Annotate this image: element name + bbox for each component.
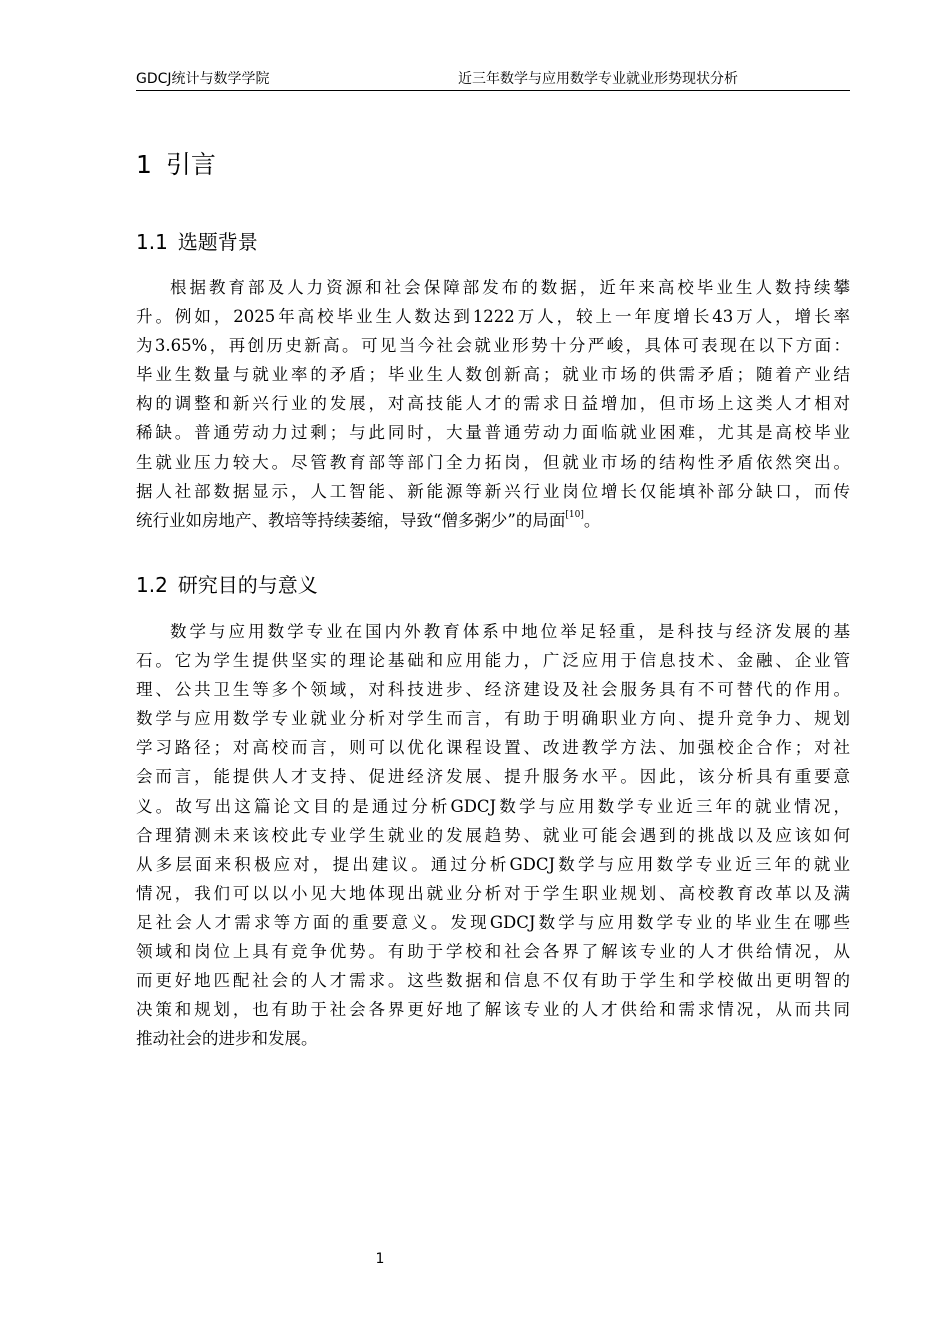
paragraph-line: 数学与应用数学专业在国内外教育体系中地位举足轻重，是科技与经济发展的基: [170, 622, 850, 641]
section-number: 1.1: [136, 230, 168, 254]
paragraph-line: 生就业压力较大。尽管教育部等部门全力拓岗，但就业市场的结构性矛盾依然突出。: [136, 452, 850, 472]
paragraph-line: 而更好地匹配社会的人才需求。这些数据和信息不仅有助于学生和学校做出更明智的: [136, 971, 850, 991]
paragraph-line: 理、公共卫生等多个领域，对科技进步、经济建设及社会服务具有不可替代的作用。: [136, 680, 850, 700]
section-title: 选题背景: [177, 230, 258, 254]
paragraph-line: 合理猜测未来该校此专业学生就业的发展趋势、就业可能会遇到的挑战以及应该如何: [136, 825, 850, 845]
citation-reference[interactable]: [10]: [565, 509, 584, 520]
paragraph-line: 领域和岗位上具有竞争优势。有助于学校和社会各界了解该专业的人才供给情况，从: [136, 942, 850, 962]
paragraph-line: 根据教育部及人力资源和社会保障部发布的数据，近年来高校毕业生人数持续攀: [170, 278, 850, 297]
paragraph-line: 情况，我们可以以小见大地体现出就业分析对于学生职业规划、高校教育改革以及满: [136, 883, 850, 903]
paragraph-line-text: 统行业如房地产、教培等持续萎缩，导致“僧多粥少”的局面: [136, 510, 566, 530]
section-number: 1.2: [136, 573, 168, 597]
paragraph-line: 决策和规划，也有助于社会各界更好地了解该专业的人才供给和需求情况，从而共同: [136, 1000, 850, 1020]
section-title: 研究目的与意义: [177, 573, 318, 597]
paragraph-line-last: 推动社会的进步和发展。: [136, 1029, 318, 1049]
section-1-2-paragraph: [136, 617, 850, 1053]
paragraph-line-end: 。: [583, 510, 601, 530]
paragraph-line: 构的调整和新兴行业的发展，对高技能人才的需求日益增加，但市场上这类人才相对: [136, 394, 850, 414]
header-institution: GDCJ统计与数学学院: [136, 71, 270, 87]
paragraph-line: 数学与应用数学专业就业分析对学生而言，有助于明确职业方向、提升竞争力、规划: [136, 709, 850, 729]
paragraph-line: 稀缺。普通劳动力过剩；与此同时，大量普通劳动力面临就业困难，尤其是高校毕业: [136, 423, 850, 443]
chapter-number: 1: [136, 150, 152, 179]
section-1-1-paragraph: [136, 273, 850, 535]
page-header: [136, 70, 850, 91]
paragraph-line: 足社会人才需求等方面的重要意义。发现GDCJ数学与应用数学专业的毕业生在哪些: [136, 912, 850, 932]
paragraph-line-last: [136, 506, 850, 535]
section-heading-1-2: [136, 571, 318, 599]
chapter-title: 引言: [165, 150, 216, 179]
paragraph-line: 升。例如，2025年高校毕业生人数达到1222万人，较上一年度增长43万人，增长率: [136, 307, 850, 327]
paragraph-line: 毕业生数量与就业率的矛盾；毕业生人数创新高；就业市场的供需矛盾；随着产业结: [136, 365, 850, 385]
paragraph-line: 为3.65%，再创历史新高。可见当今社会就业形势十分严峻，具体可表现在以下方面：: [136, 336, 850, 356]
header-thesis-title: 近三年数学与应用数学专业就业形势现状分析: [458, 71, 738, 87]
paragraph-line: 会而言，能提供人才支持、促进经济发展、提升服务水平。因此，该分析具有重要意: [136, 767, 850, 787]
paragraph-line: 据人社部数据显示，人工智能、新能源等新兴行业岗位增长仅能填补部分缺口，而传: [136, 481, 850, 501]
page-number: 1: [375, 1251, 385, 1267]
paragraph-line: 从多层面来积极应对，提出建议。通过分析GDCJ数学与应用数学专业近三年的就业: [136, 854, 850, 874]
paragraph-line: 义。故写出这篇论文目的是通过分析GDCJ数学与应用数学专业近三年的就业情况，: [136, 796, 850, 816]
paragraph-line: 石。它为学生提供坚实的理论基础和应用能力，广泛应用于信息技术、金融、企业管: [136, 651, 850, 671]
chapter-heading: [136, 148, 216, 182]
section-heading-1-1: [136, 228, 258, 256]
paragraph-line: 学习路径；对高校而言，则可以优化课程设置、改进教学方法、加强校企合作；对社: [136, 738, 850, 758]
